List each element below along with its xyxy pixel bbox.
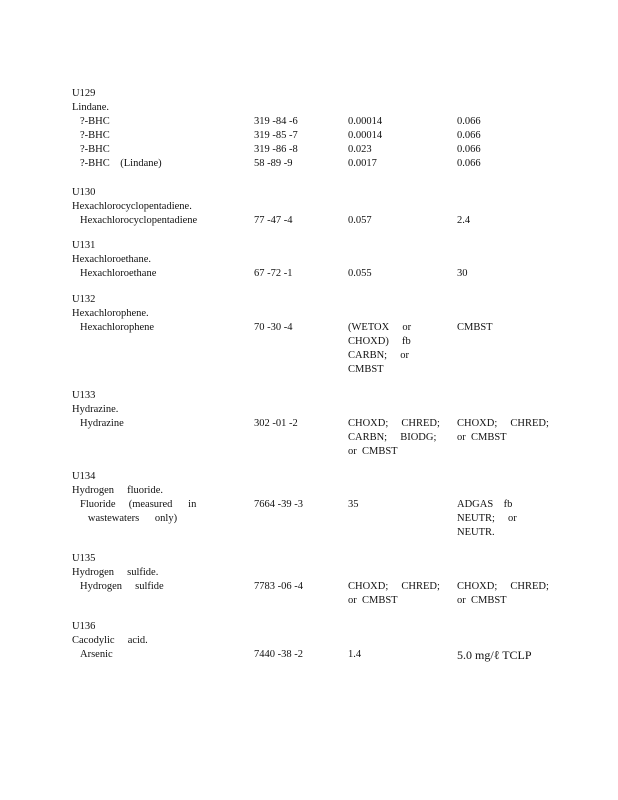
constituent-name: Arsenic bbox=[80, 649, 113, 660]
constituent-row bbox=[72, 214, 592, 228]
waste-code-entry bbox=[72, 87, 592, 171]
constituent-name: Hexachlorocyclopentadiene bbox=[80, 215, 198, 226]
nonwastewater-standard: 0.066 bbox=[457, 116, 481, 127]
constituent-row bbox=[72, 498, 592, 540]
constituent-row bbox=[72, 143, 592, 157]
waste-title: Cacodylic acid. bbox=[72, 635, 148, 646]
wastewater-standard: CHOXD; CHRED; CARBN; BIODG; or CMBST bbox=[348, 418, 440, 457]
wastewater-standard: 0.00014 bbox=[348, 130, 383, 141]
waste-code: U134 bbox=[72, 471, 96, 482]
waste-code-entry bbox=[72, 470, 592, 540]
waste-title: Hydrogen sulfide. bbox=[72, 567, 159, 578]
wastewater-standard: 35 bbox=[348, 499, 359, 510]
waste-code-entry bbox=[72, 293, 592, 377]
wastewater-standard: 0.023 bbox=[348, 144, 372, 155]
nonwastewater-standard: 0.066 bbox=[457, 130, 481, 141]
constituent-name: ?-BHC (Lindane) bbox=[80, 158, 162, 169]
wastewater-standard: 1.4 bbox=[348, 649, 362, 660]
waste-code: U132 bbox=[72, 294, 96, 305]
cas-number: 319 -84 -6 bbox=[254, 116, 298, 127]
constituent-row bbox=[72, 580, 592, 608]
constituent-row bbox=[72, 129, 592, 143]
cas-number: 67 -72 -1 bbox=[254, 268, 293, 279]
waste-title: Hexachlorophene. bbox=[72, 308, 149, 319]
constituent-row bbox=[72, 648, 592, 662]
cas-number: 302 -01 -2 bbox=[254, 418, 298, 429]
constituent-name: ?-BHC bbox=[80, 144, 110, 155]
nonwastewater-standard: 0.066 bbox=[457, 158, 481, 169]
waste-title: Hexachloroethane. bbox=[72, 254, 152, 265]
nonwastewater-standard: 2.4 bbox=[457, 215, 471, 226]
cas-number: 7783 -06 -4 bbox=[254, 581, 303, 592]
constituent-name: ?-BHC bbox=[80, 130, 110, 141]
constituent-row bbox=[72, 321, 592, 377]
constituent-name: ?-BHC bbox=[80, 116, 110, 127]
waste-code-entry bbox=[72, 186, 592, 228]
nonwastewater-standard: 5.0 mg/ℓ TCLP bbox=[457, 648, 532, 662]
wastewater-standard: 0.057 bbox=[348, 215, 372, 226]
constituent-name: Fluoride (measured in wastewaters only) bbox=[80, 499, 197, 524]
nonwastewater-standard: CMBST bbox=[457, 322, 493, 333]
waste-title: Hydrazine. bbox=[72, 404, 119, 415]
constituent-row bbox=[72, 115, 592, 129]
waste-code-entry bbox=[72, 552, 592, 608]
constituent-row bbox=[72, 267, 592, 281]
nonwastewater-standard: ADGAS fb NEUTR; or NEUTR. bbox=[457, 499, 517, 538]
cas-number: 58 -89 -9 bbox=[254, 158, 293, 169]
cas-number: 319 -86 -8 bbox=[254, 144, 298, 155]
waste-code-entry bbox=[72, 620, 592, 662]
waste-code-entry bbox=[72, 389, 592, 459]
constituent-name: Hexachloroethane bbox=[80, 268, 157, 279]
constituent-name: Hydrogen sulfide bbox=[80, 581, 164, 592]
wastewater-standard: 0.0017 bbox=[348, 158, 377, 169]
cas-number: 319 -85 -7 bbox=[254, 130, 298, 141]
cas-number: 70 -30 -4 bbox=[254, 322, 293, 333]
constituent-row bbox=[72, 417, 592, 459]
nonwastewater-standard: CHOXD; CHRED; or CMBST bbox=[457, 418, 549, 443]
waste-title: Hexachlorocyclopentadiene. bbox=[72, 201, 192, 212]
waste-code: U136 bbox=[72, 621, 96, 632]
wastewater-standard: (WETOX or CHOXD) fb CARBN; or CMBST bbox=[348, 322, 412, 375]
cas-number: 7440 -38 -2 bbox=[254, 649, 303, 660]
waste-code-entry bbox=[72, 239, 592, 281]
wastewater-standard: CHOXD; CHRED; or CMBST bbox=[348, 581, 440, 606]
waste-code: U131 bbox=[72, 240, 96, 251]
cas-number: 7664 -39 -3 bbox=[254, 499, 303, 510]
waste-code: U129 bbox=[72, 88, 96, 99]
waste-title: Hydrogen fluoride. bbox=[72, 485, 163, 496]
constituent-name: Hydrazine bbox=[80, 418, 124, 429]
waste-code: U130 bbox=[72, 187, 96, 198]
constituent-row bbox=[72, 157, 592, 171]
cas-number: 77 -47 -4 bbox=[254, 215, 293, 226]
nonwastewater-standard: 0.066 bbox=[457, 144, 481, 155]
waste-code: U133 bbox=[72, 390, 96, 401]
waste-title: Lindane. bbox=[72, 102, 110, 113]
waste-code: U135 bbox=[72, 553, 96, 564]
nonwastewater-standard: CHOXD; CHRED; or CMBST bbox=[457, 581, 549, 606]
nonwastewater-standard: 30 bbox=[457, 268, 468, 279]
wastewater-standard: 0.00014 bbox=[348, 116, 383, 127]
constituent-name: Hexachlorophene bbox=[80, 322, 155, 333]
wastewater-standard: 0.055 bbox=[348, 268, 372, 279]
